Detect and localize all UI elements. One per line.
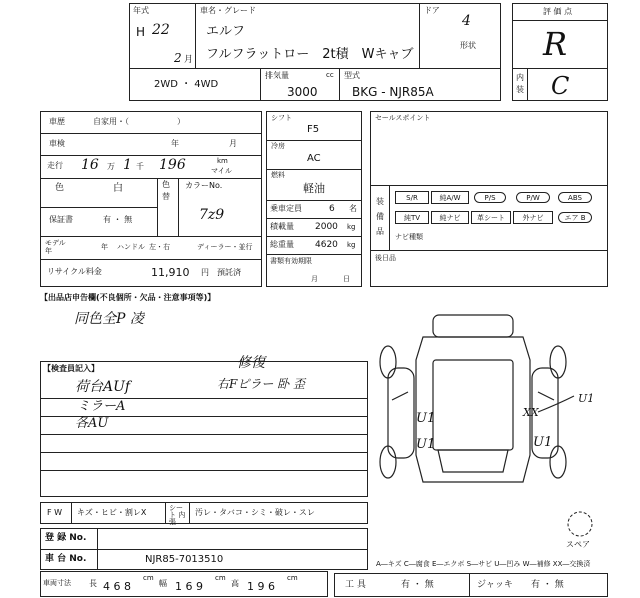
displacement-unit: cc (326, 71, 334, 79)
shaken-label: 車検 (49, 139, 65, 148)
diagram-cargo (433, 360, 513, 450)
fw-items: キズ・ヒビ・割レX (77, 508, 147, 517)
year-box (129, 3, 196, 69)
load-unit: kg (347, 223, 356, 231)
capacity-label: 乗車定員 (270, 204, 302, 213)
diagram-left-u1: U1 (416, 411, 436, 426)
warranty-value: 有 ・ 無 (103, 215, 133, 224)
mileage-label: 走行 (47, 161, 63, 170)
mileage-unit-km: km (217, 157, 228, 165)
sales-point-label: セールスポイント (375, 114, 431, 122)
inspector-line3: 各AU (75, 416, 109, 431)
specs-box (266, 111, 362, 287)
year-month: 2 (174, 51, 182, 65)
width-value: 1 6 9 (175, 580, 203, 593)
diagram-mirror-r (538, 392, 554, 400)
colorno-label: カラーNo. (185, 181, 223, 190)
fw-box (40, 502, 368, 524)
handle-label: ハンドル (117, 243, 145, 251)
model-year-unit: 年 (101, 243, 108, 251)
doc-label: 書類有効期限 (270, 257, 312, 265)
fw-label: F W (47, 508, 63, 517)
drive-options: 2WD ・ 4WD (154, 79, 219, 90)
recycle-value: 11,910 (151, 266, 190, 279)
handle-value: 左・右 (149, 243, 170, 251)
warranty-label: 保証書 (49, 215, 73, 224)
diagram-left-u1b: U1 (416, 437, 436, 452)
chassis-value: NJR85-7013510 (145, 554, 224, 565)
exhibitor-notes-label: 【出品店申告欄(不良個所・欠品・注意事項等)】 (40, 293, 216, 302)
diagram-wheel-lf (380, 346, 396, 378)
jack-label: ジャッキ (477, 580, 513, 590)
equip-ps: P/S (474, 192, 506, 203)
reki-label: 車歴 (49, 117, 65, 126)
length-unit: cm (143, 574, 154, 582)
gross-value: 4620 (315, 240, 338, 250)
score-box (512, 3, 608, 101)
door-box (419, 3, 501, 69)
inspector-label: 【検査員記入】 (43, 364, 99, 373)
shape-label: 形状 (460, 41, 476, 50)
registration-box (40, 528, 368, 570)
mileage-sen: 1 (123, 157, 132, 173)
inspector-box (40, 355, 368, 497)
legend: A―キズ C―腐食 E―エクボ S―サビ U―凹み W―補修 XX―交換済 (376, 560, 591, 568)
mileage-rest: 196 (159, 157, 186, 173)
exhibitor-notes-value: 同色全P 凌 (74, 311, 144, 327)
inspector-note-top: 修復 (237, 355, 265, 371)
year-label: 年式 (133, 6, 149, 15)
dealer-label: ディーラー・並行 (197, 243, 253, 251)
shaken-month: 月 (229, 139, 237, 148)
height-unit: cm (287, 574, 298, 582)
doc-day: 日 (343, 275, 350, 283)
diagram-wheel-rf (550, 346, 566, 378)
diagram-arrow (538, 396, 574, 412)
model-value: BKG - NJR85A (352, 85, 434, 99)
equip-aw: 純A/W (431, 191, 469, 204)
doc-month: 月 (311, 275, 318, 283)
mileage-man: 16 (81, 157, 99, 173)
recycle-unit: 円 (201, 268, 209, 277)
interior-value: C (551, 72, 570, 100)
fuel-value: 軽油 (303, 182, 325, 195)
inspector-line2: ミラーA (77, 399, 126, 414)
gross-unit: kg (347, 241, 356, 249)
model-year-label-2: 年 (45, 247, 52, 255)
diagram-right-xx: XX (523, 406, 539, 419)
displacement-label: 排気量 (265, 71, 289, 80)
model-box (339, 68, 501, 101)
equipment-label-3: 品 (376, 227, 384, 236)
equip-pw: P/W (516, 192, 550, 203)
size-box (40, 571, 328, 597)
size-label: 車両寸法 (43, 579, 71, 587)
shift-label: シフト (271, 114, 292, 122)
tools-value: 有 ・ 無 (401, 580, 434, 590)
mileage-man-unit: 万 (107, 162, 115, 171)
jack-value: 有 ・ 無 (531, 580, 564, 590)
equipment-label-1: 装 (376, 197, 384, 206)
equip-leather: 革シート (471, 211, 511, 224)
month-unit: 月 (184, 55, 194, 65)
model-year-label-1: モデル (45, 239, 66, 247)
mileage-unit-mile: マイル (211, 167, 232, 175)
displacement-value: 3000 (287, 85, 318, 99)
door-label: ドア (424, 6, 440, 15)
history-box (40, 111, 262, 287)
width-unit: cm (215, 574, 226, 582)
fw-seat-items: 汚レ・タバコ・シミ・破レ・スレ (195, 508, 315, 517)
interior-label-1: 内 (516, 73, 524, 82)
height-value: 1 9 6 (247, 580, 275, 593)
later-box (370, 250, 608, 287)
diagram-mirror-l (392, 392, 408, 400)
width-label: 幅 (159, 579, 167, 588)
capacity-value: 6 (329, 204, 335, 214)
sales-point-box (370, 111, 608, 186)
shaken-year: 年 (171, 139, 179, 148)
diagram-left-side (388, 368, 414, 458)
cooling-value: AC (307, 153, 321, 164)
later-label: 後日品 (375, 254, 396, 262)
equip-abs: ABS (558, 192, 592, 203)
year-value: 22 (152, 22, 170, 38)
capacity-unit: 名 (349, 204, 357, 213)
recycle-label: リサイクル料金 (47, 267, 102, 276)
drive-box (129, 68, 261, 101)
chassis-label: 車 台 No. (45, 554, 87, 564)
color-value: 白 (113, 183, 123, 194)
diagram-right-outer: U1 (578, 392, 595, 405)
diagram-roof (433, 315, 513, 337)
interior-label-2: 装 (516, 85, 524, 94)
carname-value: エルフ (206, 24, 246, 39)
carname-box (195, 3, 420, 69)
repaint-label-2: 替 (162, 192, 170, 201)
model-label: 型式 (344, 71, 360, 80)
equip-navi: 純ナビ (431, 211, 469, 224)
color-label: 色 (55, 183, 65, 193)
inspector-line1: 荷台AUf (75, 379, 131, 395)
reg-label: 登 録 No. (45, 533, 87, 543)
length-label: 長 (89, 579, 97, 588)
equip-ext-navi: 外ナビ (513, 211, 553, 224)
height-label: 高 (231, 579, 239, 588)
equipment-box (370, 185, 608, 251)
tools-label: 工 具 (345, 580, 366, 590)
equip-tv: 純TV (395, 211, 429, 224)
carname-label: 車名・グレード (200, 6, 256, 15)
inspector-note-right: 右Fピラー 卧 歪 (217, 377, 305, 391)
diagram-windshield (438, 450, 508, 472)
score-label: 評 価 点 (543, 7, 573, 16)
colorno-value: 7z9 (199, 207, 225, 223)
mileage-sen-unit: 千 (136, 162, 144, 171)
equip-airbag: エア B (558, 212, 592, 223)
reki-value: 自家用・（ ） (93, 117, 185, 126)
shift-value: F5 (307, 124, 320, 135)
recycle-status: 預託済 (217, 268, 241, 277)
equipment-label-2: 備 (376, 212, 384, 221)
fuel-label: 燃料 (271, 171, 285, 179)
spare-tire-icon (566, 510, 594, 538)
displacement-box (260, 68, 340, 101)
score-value: R (543, 25, 568, 63)
length-value: 4 6 8 (103, 580, 131, 593)
grade-value: フルフラットロー 2t積 Wキャブ (206, 47, 414, 62)
repaint-label-1: 色 (162, 180, 170, 189)
year-era: H (136, 25, 146, 39)
door-value: 4 (462, 13, 471, 29)
fw-seat-label: シート 内張 (169, 504, 186, 526)
load-label: 積載量 (270, 222, 294, 231)
car-damage-diagram (378, 300, 610, 500)
equip-sr: S/R (395, 191, 429, 204)
diagram-right-u1: U1 (533, 435, 553, 450)
gross-label: 総重量 (270, 240, 294, 249)
cooling-label: 冷房 (271, 142, 285, 150)
spare-label: スペア (566, 540, 590, 549)
tools-box (334, 573, 608, 597)
load-value: 2000 (315, 222, 338, 232)
navi-type-label: ナビ種類 (395, 233, 423, 241)
